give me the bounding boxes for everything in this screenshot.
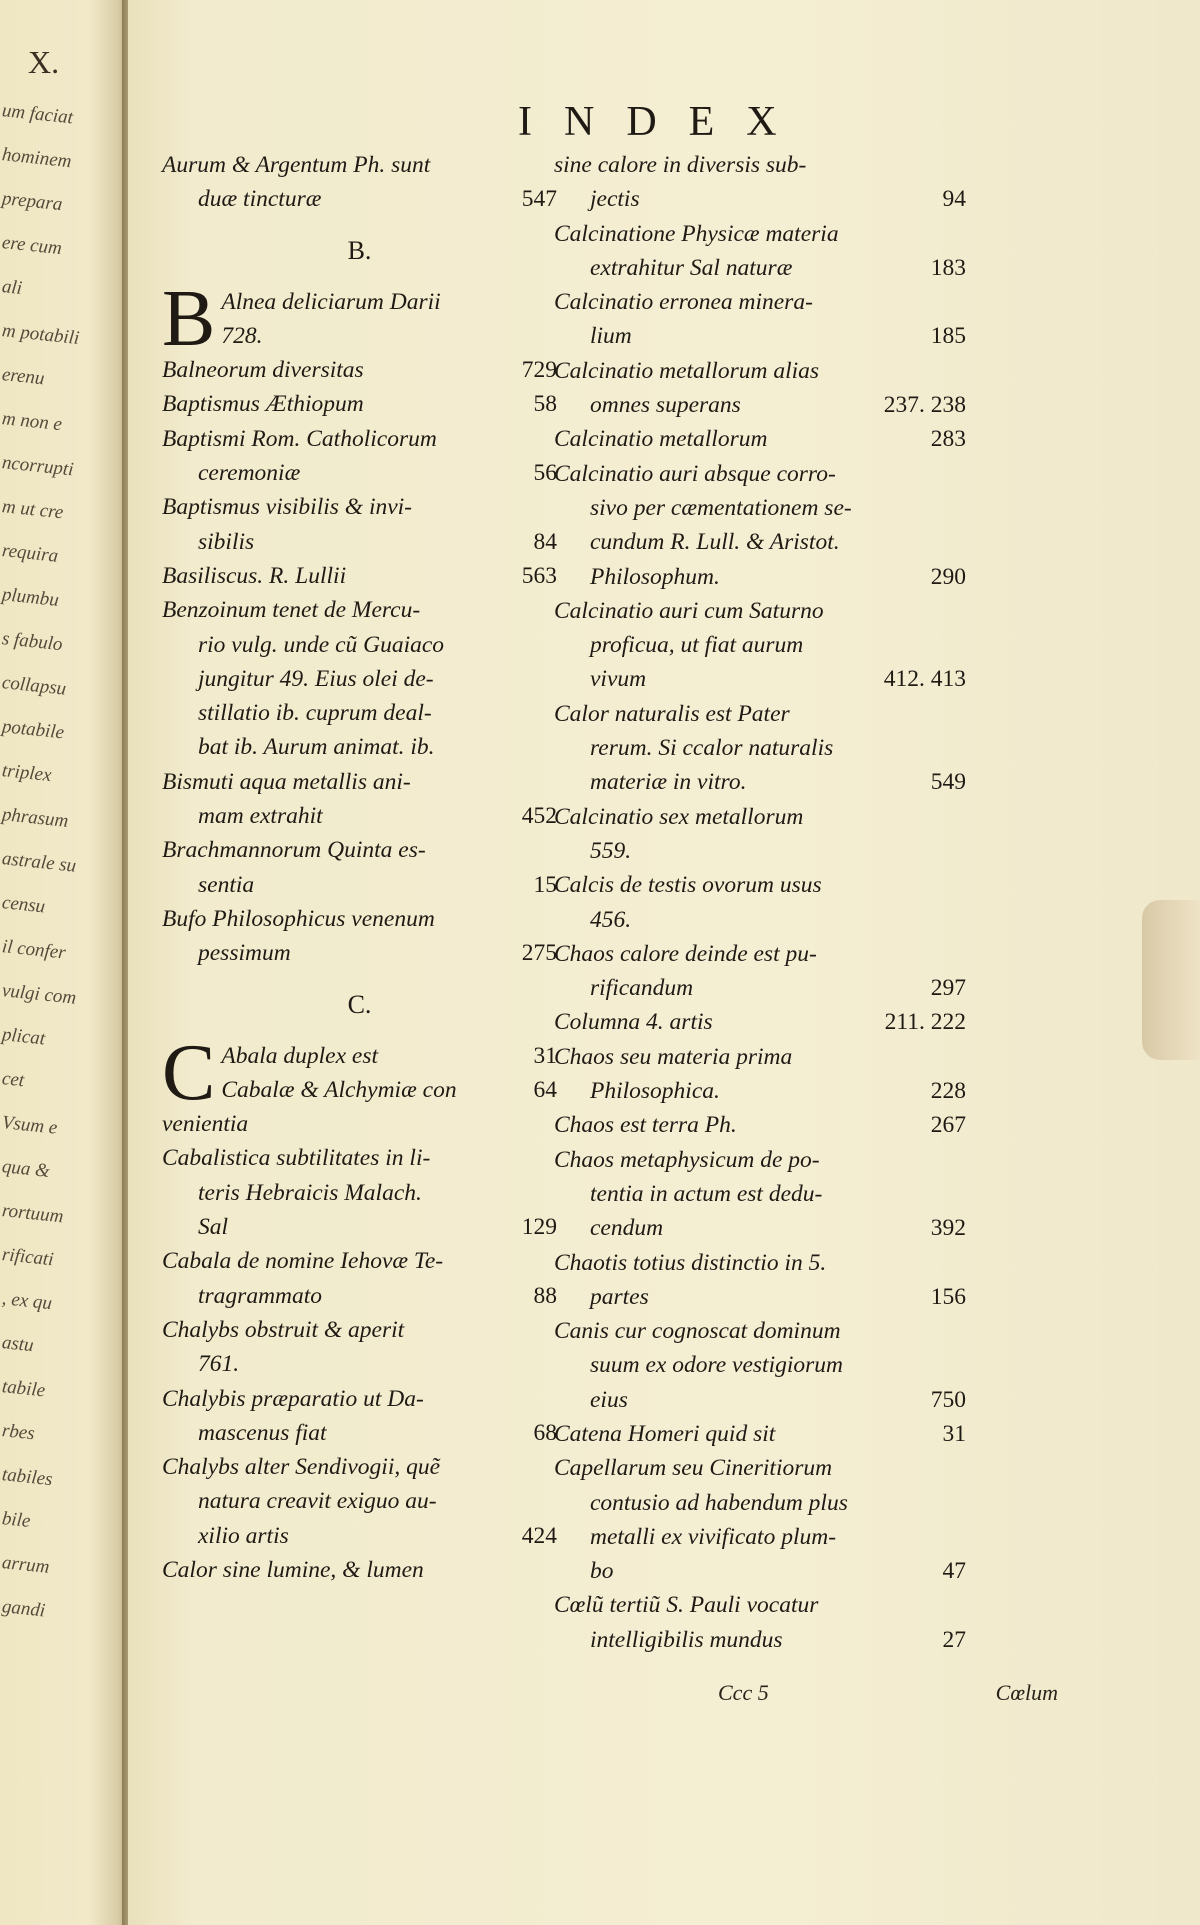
page-reference: 156 <box>930 1283 966 1310</box>
facing-page-line: potabile <box>0 716 66 744</box>
facing-page-line: erenu <box>0 364 46 390</box>
facing-page <box>0 0 128 1925</box>
index-column-left <box>162 148 557 1587</box>
facing-page-line: astrale su <box>0 848 78 877</box>
entry-text-line: bat ib. Aurum animat. ib. <box>198 734 435 761</box>
page-title: INDEX <box>518 99 809 145</box>
entry-text-line: materiæ in vitro. <box>590 769 747 796</box>
entry-text-line: partes <box>590 1283 649 1310</box>
page-reference: 228 <box>930 1078 966 1105</box>
entry-text-line: proficua, ut fiat aurum <box>590 632 804 659</box>
index-page <box>128 0 1200 1925</box>
catchword: Cœlum <box>995 1680 1058 1705</box>
entry-text-line: suum ex odore vestigiorum <box>590 1352 844 1379</box>
facing-page-line: ere cum <box>0 232 63 260</box>
facing-page-line: phrasum <box>0 804 70 832</box>
index-entry <box>162 1553 557 1587</box>
index-entry <box>554 217 966 286</box>
facing-page-line: m non e <box>0 408 63 436</box>
page-reference: 750 <box>930 1386 966 1413</box>
page-reference: 290 <box>930 563 966 590</box>
facing-page-line: qua & <box>0 1156 51 1182</box>
index-entry <box>554 868 966 937</box>
entry-text-line: Baptismi Rom. Catholicorum <box>162 425 437 452</box>
facing-page-line: cet <box>0 1068 26 1092</box>
page-reference: 729 <box>521 357 557 384</box>
facing-page-line: rortuum <box>0 1200 65 1228</box>
index-entry <box>162 1141 557 1244</box>
index-entry <box>162 148 557 217</box>
entry-text-line: Calor sine lumine, & lumen <box>162 1556 424 1583</box>
entry-text-line: intelligibilis mundus <box>590 1626 783 1653</box>
facing-page-line: rbes <box>0 1420 36 1445</box>
entry-text-line: Cabala de nomine Iehovæ Te- <box>162 1248 444 1275</box>
entry-text-line: Philosophica. <box>590 1078 720 1105</box>
drop-cap: B <box>162 274 216 363</box>
entry-text-line: Calcinatio sex metallorum <box>554 803 804 830</box>
page-reference: 563 <box>521 562 557 589</box>
facing-page-line: plumbu <box>0 584 60 611</box>
page-reference: 183 <box>930 254 966 281</box>
entry-text-line: Calcinatio auri absque corro- <box>554 460 836 487</box>
entry-text-line: teris Hebraicis Malach. <box>198 1179 422 1206</box>
index-entry <box>554 1108 966 1142</box>
entry-text-line: 761. <box>198 1351 240 1378</box>
index-entry <box>554 354 966 423</box>
entry-text-line: Brachmannorum Quinta es- <box>162 837 426 864</box>
entry-text-line: natura creavit exiguo au- <box>198 1488 437 1515</box>
index-entry <box>162 387 557 421</box>
entry-text-line: Cabalistica subtilitates in li- <box>162 1145 431 1172</box>
index-entry <box>162 593 557 764</box>
page-reference: 297 <box>930 975 966 1002</box>
index-entry <box>162 1244 557 1313</box>
page-reference: 31 <box>533 1042 557 1069</box>
page-reference: 27 <box>942 1626 966 1653</box>
page-reference: 275 <box>521 940 557 967</box>
index-entry <box>162 353 557 387</box>
entry-text-line: extrahitur Sal naturæ <box>590 254 793 281</box>
page-reference: 267 <box>930 1112 966 1139</box>
index-entry <box>162 1028 557 1142</box>
index-entry <box>162 422 557 491</box>
entry-text-line: pessimum <box>198 940 291 967</box>
entry-text-line: mascenus fiat <box>198 1419 327 1446</box>
entry-text-line: 559. <box>590 837 632 864</box>
entry-text-line: Calcinatio erronea minera- <box>554 289 813 316</box>
page-reference: 88 <box>533 1282 557 1309</box>
entry-text-line: Calcinatio metallorum alias <box>554 357 820 384</box>
entry-text-line: Calor naturalis est Pater <box>554 700 790 727</box>
index-entry <box>162 490 557 559</box>
entry-text-line: Calcinatio auri cum Saturno <box>554 597 824 624</box>
facing-page-line: m ut cre <box>0 496 65 524</box>
entry-text-line: Chalybs obstruit & aperit <box>162 1316 405 1343</box>
page-reference: 84 <box>533 528 557 555</box>
facing-page-line: prepara <box>0 188 64 216</box>
page-reference: 15 <box>533 871 557 898</box>
drop-cap: C <box>162 1028 216 1117</box>
entry-text-line: tragrammato <box>198 1282 323 1309</box>
page-reference: 412. 413 <box>883 666 966 693</box>
facing-page-line: rificati <box>0 1244 55 1271</box>
entry-text-line: Bismuti aqua metallis ani- <box>162 768 411 795</box>
paper-tab <box>1142 900 1200 1060</box>
page-reference: 392 <box>930 1215 966 1242</box>
facing-page-line: um faciat <box>0 100 75 129</box>
index-entry <box>554 285 966 354</box>
entry-text-line: jungitur 49. Eius olei de- <box>198 665 434 692</box>
entry-text-line: lium <box>590 323 632 350</box>
entry-text-line: Calcinatio metallorum <box>554 426 768 453</box>
entry-text-line: 728. <box>221 322 263 349</box>
page-reference: 424 <box>521 1522 557 1549</box>
index-entry <box>554 148 966 217</box>
index-entry <box>554 1588 966 1657</box>
signature-mark: Ccc 5 <box>718 1680 769 1705</box>
index-entry <box>554 1005 966 1039</box>
facing-page-line: , ex qu <box>0 1288 54 1315</box>
entry-text-line: sentia <box>198 871 255 898</box>
index-entry <box>554 594 966 697</box>
facing-page-line: s fabulo <box>0 628 64 656</box>
entry-text-line: Basiliscus. R. Lullii <box>162 562 347 589</box>
index-entry <box>554 1246 966 1315</box>
entry-text-line: Canis cur cognoscat dominum <box>554 1318 841 1345</box>
facing-page-line: ali <box>0 276 24 300</box>
entry-text-line: tentia in actum est dedu- <box>590 1180 823 1207</box>
facing-page-line: tabile <box>0 1376 47 1402</box>
page-reference: 94 <box>942 186 966 213</box>
entry-text-line: Capellarum seu Cineritiorum <box>554 1455 833 1482</box>
page-reference: 185 <box>930 323 966 350</box>
entry-text-line: duæ tincturæ <box>198 186 322 213</box>
index-entry <box>554 1417 966 1451</box>
page-reference: 129 <box>521 1214 557 1241</box>
entry-text-line: cundum R. Lull. & Aristot. <box>590 529 840 556</box>
entry-text-line: omnes superans <box>590 392 741 419</box>
index-entry <box>554 457 966 594</box>
entry-text-line: Chaos metaphysicum de po- <box>554 1146 820 1173</box>
entry-text-line: Sal <box>198 1214 229 1241</box>
entry-text-line: ceremoniæ <box>198 460 301 487</box>
entry-text-line: Chaos seu materia prima <box>554 1043 793 1070</box>
index-entry <box>554 1314 966 1417</box>
section-heading: B. <box>347 235 372 265</box>
index-entry <box>162 1450 557 1553</box>
page-reference: 283 <box>930 426 966 453</box>
facing-page-line: arrum <box>0 1552 51 1578</box>
entry-text-line: Philosophum. <box>590 563 720 590</box>
index-entry <box>554 1451 966 1588</box>
entry-text-line: Chaos calore deinde est pu- <box>554 940 817 967</box>
index-entry <box>554 1040 966 1109</box>
facing-page-line: astu <box>0 1332 35 1357</box>
entry-text-line: bo <box>590 1558 614 1585</box>
facing-page-line: censu <box>0 892 47 918</box>
entry-text-line: Calcinatione Physicæ materia <box>554 220 839 247</box>
entry-text-line: Baptismus visibilis & invi- <box>162 494 413 521</box>
entry-text-line: contusio ad habendum plus <box>590 1489 848 1516</box>
index-entry <box>554 1143 966 1246</box>
index-entry <box>554 937 966 1006</box>
entry-text-line: Benzoinum tenet de Mercu- <box>162 597 421 624</box>
page-reference: 452 <box>521 803 557 830</box>
entry-text-line: Calcis de testis ovorum usus <box>554 872 822 899</box>
entry-text-line: metalli ex vivificato plum- <box>590 1523 837 1550</box>
entry-text-line: jectis <box>590 186 640 213</box>
page-reference: 58 <box>533 391 557 418</box>
entry-text-line: eius <box>590 1386 628 1413</box>
entry-text-line: Bufo Philosophicus venenum <box>162 905 435 932</box>
index-entry <box>162 765 557 834</box>
page-reference: 64 <box>533 1077 557 1104</box>
entry-text-line: rerum. Si ccalor naturalis <box>590 735 834 762</box>
entry-text-line: Columna 4. artis <box>554 1009 713 1036</box>
entry-text-line: mam extrahit <box>198 803 323 830</box>
entry-text-line: sivo per cæmentationem se- <box>590 494 852 521</box>
facing-page-line: collapsu <box>0 672 68 700</box>
facing-page-header: X. <box>28 44 60 80</box>
facing-page-line: vulgi com <box>0 980 78 1009</box>
entry-text-line: xilio artis <box>198 1522 289 1549</box>
entry-text-line: Cabalæ & Alchymiæ con <box>221 1076 457 1103</box>
entry-text-line: sine calore in diversis sub- <box>554 152 807 178</box>
index-entry <box>162 1382 557 1451</box>
facing-page-line: ncorrupti <box>0 452 75 481</box>
entry-text-line: Chalybis præparatio ut Da- <box>162 1385 424 1412</box>
index-entry <box>554 422 966 456</box>
index-entry <box>554 697 966 800</box>
entry-text-line: Baptismus Æthiopum <box>162 391 364 418</box>
entry-text-line: Cœlũ tertiũ S. Pauli vocatur <box>554 1592 819 1619</box>
index-entry <box>554 800 966 869</box>
entry-text-line: Aurum & Argentum Ph. sunt <box>162 152 431 178</box>
entry-text-line: Chaos est terra Ph. <box>554 1112 737 1139</box>
page-reference: 547 <box>521 186 557 213</box>
index-entry <box>162 559 557 593</box>
facing-page-line: requira <box>0 540 60 567</box>
page-reference: 31 <box>942 1420 966 1447</box>
page-reference: 211. 222 <box>884 1009 966 1036</box>
index-entry <box>162 902 557 971</box>
entry-text-line: Chaotis totius distinctio in 5. <box>554 1249 827 1276</box>
facing-page-line: tabiles <box>0 1464 54 1491</box>
entry-text-line: Chalybs alter Sendivogii, quẽ <box>162 1454 441 1481</box>
facing-page-line: il confer <box>0 936 67 964</box>
facing-page-line: Vsum e <box>0 1112 59 1139</box>
entry-text-line: vivum <box>590 666 647 693</box>
page-reference: 47 <box>942 1558 966 1585</box>
page-reference: 549 <box>930 769 966 796</box>
facing-page-line: plicat <box>0 1024 47 1050</box>
facing-page-line: bile <box>0 1508 32 1532</box>
section-heading: C. <box>347 989 372 1019</box>
page-reference: 68 <box>533 1419 557 1446</box>
entry-text-line: Catena Homeri quid sit <box>554 1420 776 1447</box>
page-reference: 237. 238 <box>883 392 966 419</box>
entry-text-line: rio vulg. unde cũ Guaiaco <box>198 631 445 658</box>
entry-text-line: cendum <box>590 1215 664 1242</box>
index-entry <box>162 1313 557 1382</box>
facing-page-line: triplex <box>0 760 53 787</box>
facing-page-line: gandi <box>0 1596 47 1622</box>
entry-text-line: stillatio ib. cuprum deal- <box>198 700 432 727</box>
entry-text-line: Alnea deliciarum Darii <box>221 288 441 315</box>
index-entry <box>162 274 557 363</box>
index-column-right <box>554 148 966 1657</box>
entry-text-line: Balneorum diversitas <box>162 357 364 384</box>
facing-page-line: hominem <box>0 144 73 173</box>
entry-text-line: rificandum <box>590 975 694 1002</box>
entry-text-line: Abala duplex est <box>221 1042 378 1069</box>
index-entry <box>162 833 557 902</box>
entry-text-line: 456. <box>590 906 632 933</box>
page-reference: 56 <box>533 460 557 487</box>
facing-page-line: m potabili <box>0 320 81 350</box>
entry-text-line: venientia <box>162 1111 249 1138</box>
entry-text-line: sibilis <box>198 528 255 555</box>
